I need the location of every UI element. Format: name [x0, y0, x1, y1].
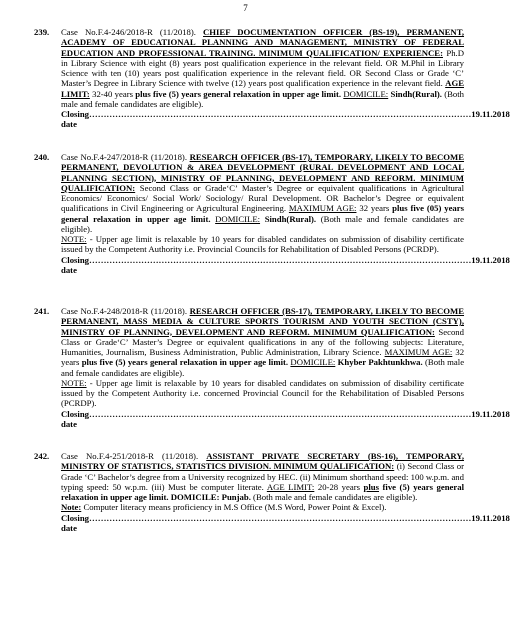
age-label: AGE LIMIT: — [266, 481, 315, 492]
entry-body — [61, 27, 510, 130]
leader-dots: …………………………………………………………………………………………………………………… — [89, 109, 472, 119]
closing-label: Closing date — [61, 408, 90, 429]
domicile-value: Punjab. — [221, 492, 251, 502]
note-label: Note: — [61, 502, 82, 513]
age-text: 32 years — [359, 203, 390, 214]
case-number: Case No.F.4-248/2018-R (11/2018). — [61, 306, 188, 316]
age-relaxation: five (5) years general relaxation in upper age limit. — [61, 481, 465, 502]
domicile-label: DOMICILE: — [170, 492, 220, 502]
closing-date-row — [61, 408, 510, 430]
age-plus: plus — [363, 481, 379, 492]
closing-date: 19.11.2018 — [471, 512, 510, 523]
domicile-value: Khyber Pakhtunkhwa. — [337, 357, 423, 368]
page-number: 7 — [243, 3, 248, 13]
qualification-text: Second Class or Grade‘C’ Master’s Degree or equivalent qualifications in any of the following subjects: Literature, Humanities, Journalism, Business Administration, Public Administration, Library Science. — [61, 326, 464, 357]
age-label: MAXIMUM AGE: — [384, 347, 453, 357]
age-relaxation: plus five (5) years general relaxation in upper age limit. — [135, 88, 342, 99]
entry-body — [61, 152, 510, 275]
closing-label: Closing date — [61, 512, 90, 533]
note-row — [61, 502, 464, 512]
qualification-text: Second Class or Grade‘C’ Master’s Degree or equivalent qualifications in Agricultural Economics/ Economics/ Social Work/ Sociology/ Rural Development. OR Bachelor’s Degree or equivalent qualifications in Civil Engineering or Agricultural Engineering. — [61, 182, 464, 214]
entry-number: 242. — [34, 451, 50, 461]
note-text: - Upper age limit is relaxable by 10 years for disabled candidates on submission of disability certificate issued by the Competent Authority i.e. concerned Provincial Council for the Rehabilitation of Disabled Persons (PCRDP). — [61, 377, 465, 409]
domicile-label: DOMICILE: — [343, 88, 389, 99]
eligibility-text: (Both male and female candidates are eligible). — [253, 492, 418, 502]
domicile-label: DOMICILE: — [215, 213, 261, 224]
note-label: NOTE: — [61, 234, 87, 244]
leader-dots: …………………………………………………………………………………………………………………… — [89, 512, 472, 523]
entry-number: 241. — [34, 306, 50, 316]
age-label: AGE LIMIT: — [61, 78, 464, 99]
closing-date-row — [61, 254, 510, 276]
qualification-text: (i) Second Class or Grade ‘C’ Bachelor’s degree from a University recognized by HEC. (ii) Minimum shorthand speed: 100 w.p.m. and typing speed: 50 w.p.m. (iii) Must be computer literate. — [61, 461, 465, 492]
entry-body — [61, 306, 510, 429]
domicile-value: Sindh(Rural). — [390, 88, 442, 99]
leader-dots: …………………………………………………………………………………………………………………… — [89, 254, 472, 265]
age-text: 32-40 years — [92, 88, 133, 99]
closing-label: Closing date — [61, 254, 90, 275]
closing-date: 19.11.2018 — [471, 109, 510, 119]
eligibility-text: (Both male and female candidates are eligible). — [61, 213, 465, 234]
age-relaxation: plus five (05) years general relaxation in upper age limit. — [61, 203, 465, 224]
domicile-label: DOMICILE: — [290, 357, 336, 368]
closing-date-row — [61, 512, 510, 534]
age-label: MAXIMUM AGE: — [288, 203, 357, 214]
post-title: ASSISTANT PRIVATE SECRETARY (BS-16), TEMPORARY, MINISTRY OF STATISTICS, STATISTICS DIVISION. MINIMUM QUALIFICATION: — [61, 451, 464, 472]
age-relaxation: plus five (5) years general relaxation in upper age limit. — [81, 357, 289, 368]
case-number: Case No.F.4-246/2018-R (11/2018). — [61, 27, 196, 37]
eligibility-text: (Both male and female candidates are eligible). — [61, 357, 465, 378]
case-number: Case No.F.4-247/2018-R (11/2018). — [61, 152, 188, 162]
eligibility-text: (Both male and female candidates are eligible). — [61, 88, 464, 109]
domicile-value: Sindh(Rural). — [264, 213, 317, 224]
note-text: - Upper age limit is relaxable by 10 years for disabled candidates on submission of disability certificate issued by the Competent Authority i.e. Provincial Councils for Rehabilitation of Disabled Persons (PCRDP). — [61, 234, 465, 255]
note-row — [61, 378, 464, 409]
age-text: 32 years — [61, 347, 465, 368]
case-number: Case No.F.4-251/2018-R (11/2018). — [61, 451, 199, 461]
qualification-text: Ph.D in Library Science with eight (8) years post qualification experience in the relevant field. OR M.Phil in Library Science with ten (10) years post qualification experience in the relevant field. OR Second Class or Grade ‘C’ Master’s Degree in Library Science with twelve (12) years post qualification experience in the relevant field. — [61, 47, 464, 89]
closing-label: Closing date — [61, 109, 90, 130]
age-text: 20-28 years — [317, 481, 360, 492]
closing-date: 19.11.2018 — [471, 408, 510, 419]
note-row — [61, 234, 464, 255]
post-title: RESEARCH OFFICER (BS-17), TEMPORARY, LIKELY TO BECOME PERMANENT, DEVOLUTION & AREA DEVELOPMENT (RURAL DEVELOPMENT AND LOCAL PLANNING SECTION), MINISTRY OF PLANNING, DEVELOPMENT AND REFORM. MINIMUM QUALIFICATION: — [61, 152, 465, 193]
closing-date-row — [61, 109, 510, 130]
post-title: CHIEF DOCUMENTATION OFFICER (BS-19), PERMANENT, ACADEMY OF EDUCATIONAL PLANNING AND MANAGEMENT, MINISTRY OF FEDERAL EDUCATION AND PROFESSIONAL TRAINING. MINIMUM QUALIFICATION/ EXPERIENCE: — [61, 27, 465, 58]
post-title: RESEARCH OFFICER (BS-17), TEMPORARY, LIKELY TO BECOME PERMANENT, MASS MEDIA & CULTURE SPORTS TOURISM AND YOUTH SECTION (CSTY), MINISTRY OF PLANNING, DEVELOPMENT AND REFORM. MINIMUM QUALIFICATION: — [61, 306, 465, 337]
entry-body — [61, 451, 510, 533]
closing-date: 19.11.2018 — [471, 254, 510, 265]
leader-dots: …………………………………………………………………………………………………………………… — [89, 408, 472, 419]
entry-number: 239. — [34, 27, 50, 37]
note-label: NOTE: — [61, 377, 87, 388]
note-text: Computer literacy means proficiency in M.S Office (M.S Word, Power Point & Excel). — [83, 502, 387, 513]
entry-number: 240. — [34, 152, 50, 162]
